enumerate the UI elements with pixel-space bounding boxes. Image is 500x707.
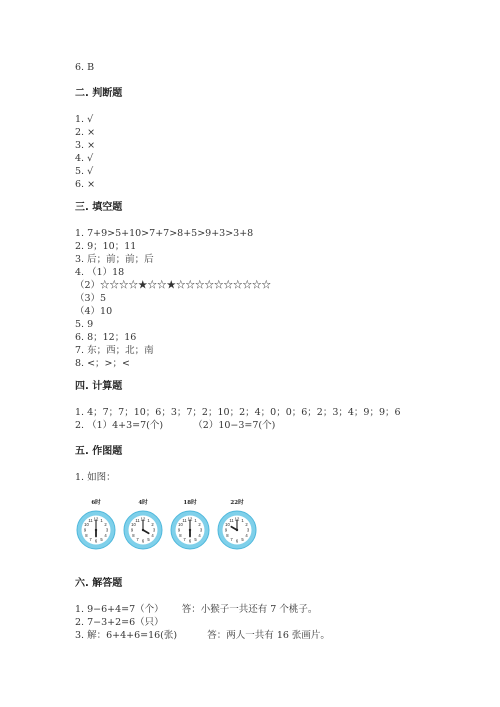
answer-line: 6. 8；12；16 [75, 332, 137, 343]
clock-numeral: 9 [224, 527, 228, 533]
clock-numeral: 2 [245, 522, 248, 528]
clock-numeral: 9 [177, 527, 181, 533]
clock-numeral: 2 [104, 522, 107, 528]
section-heading-fill-blank: 三. 填空题 [75, 202, 123, 213]
answer-line: 6. B [75, 62, 95, 73]
section-heading-drawing: 五. 作图题 [75, 446, 123, 457]
clock-numeral: 8 [226, 533, 229, 539]
answer-line: 1. 7+9>5+10>7+7>8+5>9+3>3+8 [75, 228, 254, 239]
section-heading-word-problems: 六. 解答题 [75, 578, 123, 589]
answer-line: 1. 如图： [75, 472, 116, 483]
clock-numeral: 12 [140, 516, 146, 522]
clock-numeral: 12 [187, 516, 193, 522]
clock-numeral: 8 [85, 533, 88, 539]
clock-numeral: 11 [229, 518, 234, 524]
clock-numeral: 6 [235, 538, 239, 544]
clock-numeral: 9 [130, 527, 134, 533]
clock-numeral: 12 [234, 516, 240, 522]
clock-numeral: 4 [198, 533, 201, 539]
clock-numeral: 6 [94, 538, 98, 544]
clock-numeral: 3 [105, 527, 109, 533]
clock-figure [119, 500, 167, 550]
clock-label: 18时 [183, 500, 197, 506]
answer-line: 2. 7−3+2=6（只） [75, 617, 164, 628]
answer-line: （2）☆☆☆☆★☆☆★☆☆☆☆☆☆☆☆☆☆ [75, 280, 272, 291]
clock-numeral: 6 [188, 538, 192, 544]
clock-numeral: 4 [151, 533, 154, 539]
clock-numeral: 11 [88, 518, 93, 524]
answer-line: 3. 解：6+4+6=16(张) 答：两人一共有 16 张画片。 [75, 630, 330, 641]
clock-numeral: 1 [241, 518, 244, 524]
clock-icon [76, 510, 116, 550]
answer-line: 3. 后；前；前；后 [75, 254, 154, 265]
clock-numeral: 11 [135, 518, 140, 524]
clock-numeral: 1 [100, 518, 103, 524]
clock-numeral: 5 [147, 537, 150, 543]
answer-line: 1. 4；7；7；10；6；3；7；2；10；2；4；0；0；6；2；3；4；9；9；6 [75, 407, 401, 418]
clock-icon [170, 510, 210, 550]
clock-numeral: 5 [241, 537, 244, 543]
clock-numeral: 7 [136, 537, 139, 543]
clock-figure [166, 500, 214, 550]
clock-center [236, 529, 238, 531]
answer-line: 4. （1）18 [75, 267, 125, 278]
clock-numeral: 1 [147, 518, 150, 524]
clock-numeral: 8 [132, 533, 135, 539]
clock-numeral: 3 [246, 527, 250, 533]
clock-numeral: 2 [151, 522, 154, 528]
clock-numeral: 10 [178, 522, 183, 528]
answer-line: （3）5 [75, 293, 107, 304]
answer-line: 7. 东；西；北；南 [75, 345, 154, 356]
answer-line: 1. 9−6+4=7（个） 答：小猴子一共还有 7 个桃子。 [75, 604, 318, 615]
answer-line: 8. <；>；< [75, 358, 130, 369]
answer-line: 2. （1）4+3=7(个) （2）10−3=7(个) [75, 420, 276, 431]
clock-numeral: 9 [83, 527, 87, 533]
clock-label: 6时 [91, 500, 101, 506]
clock-numeral: 11 [182, 518, 187, 524]
clock-figure [72, 500, 120, 550]
clock-numeral: 3 [199, 527, 203, 533]
answer-line: 2. × [75, 127, 96, 138]
clock-numeral: 7 [183, 537, 186, 543]
clock-numeral: 4 [245, 533, 248, 539]
clock-numeral: 4 [104, 533, 107, 539]
clock-numeral: 12 [93, 516, 99, 522]
clock-icon [123, 510, 163, 550]
clock-numeral: 7 [230, 537, 233, 543]
clock-numeral: 8 [179, 533, 182, 539]
clock-numeral: 5 [100, 537, 103, 543]
clock-center [189, 529, 191, 531]
answer-line: 1. √ [75, 114, 94, 125]
answer-line: 5. √ [75, 166, 94, 177]
answer-line: 3. × [75, 140, 96, 151]
clock-figure [213, 500, 261, 550]
clock-numeral: 2 [198, 522, 201, 528]
clock-center [142, 529, 144, 531]
answer-line: （4）10 [75, 306, 113, 317]
clock-numeral: 3 [152, 527, 156, 533]
clock-numeral: 6 [141, 538, 145, 544]
answer-line: 6. × [75, 179, 96, 190]
clock-label: 4时 [138, 500, 148, 506]
answer-line: 4. √ [75, 153, 94, 164]
clock-numeral: 1 [194, 518, 197, 524]
clock-label: 22时 [230, 500, 244, 506]
clock-icon [217, 510, 257, 550]
section-heading-judgement: 二. 判断题 [75, 88, 123, 99]
answer-line: 2. 9；10；11 [75, 241, 137, 252]
clock-numeral: 10 [225, 522, 230, 528]
clock-numeral: 10 [131, 522, 136, 528]
clock-numeral: 5 [194, 537, 197, 543]
section-heading-calculation: 四. 计算题 [75, 381, 123, 392]
clock-numeral: 10 [84, 522, 89, 528]
answer-line: 5. 9 [75, 319, 94, 330]
clock-numeral: 7 [89, 537, 92, 543]
clock-center [95, 529, 97, 531]
